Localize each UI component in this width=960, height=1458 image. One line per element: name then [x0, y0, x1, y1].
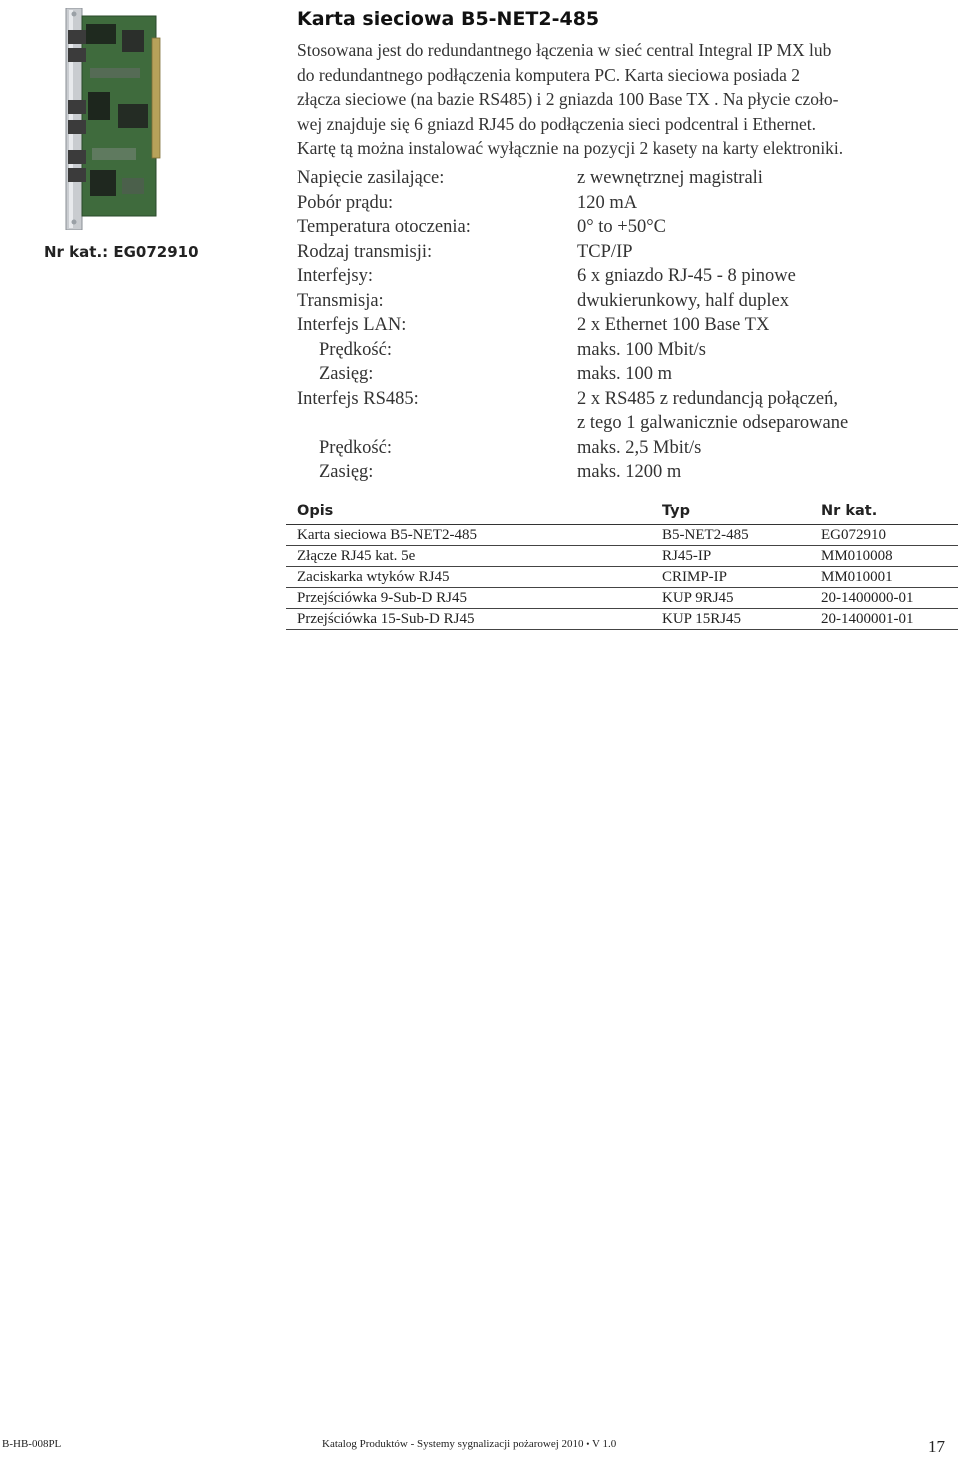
footer-catalog-title [322, 1438, 616, 1450]
column-header-description: Opis [286, 498, 651, 525]
spec-label: Temperatura otoczenia: [297, 217, 471, 237]
column-header-type: Typ [651, 498, 810, 525]
spec-label: Prędkość: [319, 339, 392, 360]
parts-table [286, 498, 958, 630]
spec-value: z tego 1 galwanicznie odseparowane [577, 413, 849, 433]
spec-label: Pobór prądu: [297, 192, 394, 213]
cell-catalog-number: MM010001 [810, 567, 958, 588]
cell-catalog-number: 20-1400000-01 [810, 588, 958, 609]
column-header-catalog-number: Nr kat. [810, 498, 958, 525]
cell-catalog-number: EG072910 [810, 525, 958, 546]
cell-description: Karta sieciowa B5-NET2-485 [286, 525, 651, 546]
cell-description: Przejściówka 9-Sub-D RJ45 [286, 588, 651, 609]
spec-label: Interfejsy: [297, 266, 374, 286]
cell-description: Złącze RJ45 kat. 5e [286, 546, 651, 567]
product-photo [60, 8, 164, 230]
table-header-row [286, 498, 958, 525]
page-number: 17 [928, 1437, 945, 1456]
spec-value: maks. 2,5 Mbit/s [577, 437, 702, 458]
footer-version: V 1.0 [591, 1438, 617, 1450]
catalog-number-label: Nr kat.: EG072910 [44, 243, 199, 261]
spec-value: maks. 100 m [577, 364, 673, 384]
footer-catalog-name: Katalog Produktów - Systemy sygnalizacji pożarowej 2010 [322, 1438, 584, 1450]
table-row [286, 525, 958, 546]
table-row [286, 567, 958, 588]
product-description [297, 38, 952, 161]
spec-label: Zasięg: [319, 364, 374, 384]
cell-type: KUP 9RJ45 [651, 588, 810, 609]
cell-type: RJ45-IP [651, 546, 810, 567]
description-line: wej znajduje się 6 gniazd RJ45 do podłączenia sieci podcentral i Ethernet. [297, 113, 816, 134]
description-line: Kartę tą można instalować wyłącznie na pozycji 2 kasety na karty elektroniki. [297, 138, 844, 158]
cell-catalog-number: MM010008 [810, 546, 958, 567]
table-row [286, 609, 958, 630]
spec-value: maks. 100 Mbit/s [577, 339, 706, 360]
network-card-illustration [60, 8, 164, 230]
spec-label: Rodzaj transmisji: [297, 241, 433, 262]
cell-description: Zaciskarka wtyków RJ45 [286, 567, 651, 588]
spec-label: Prędkość: [319, 437, 392, 458]
spec-value: 2 x RS485 z redundancją połączeń, [577, 388, 838, 409]
description-line: Stosowana jest do redundantnego łączenia w sieć central Integral IP MX lub [297, 40, 832, 60]
spec-value: dwukierunkowy, half duplex [577, 290, 790, 311]
cell-catalog-number: 20-1400001-01 [810, 609, 958, 630]
table-row [286, 588, 958, 609]
spec-label: Interfejs LAN: [297, 315, 407, 335]
description-line: do redundantnego podłączenia komputera PC. Karta sieciowa posiada 2 [297, 64, 800, 85]
bullet-icon: • [586, 1439, 590, 1449]
cell-type: B5-NET2-485 [651, 525, 810, 546]
footer-document-code: B-HB-008PL [2, 1438, 62, 1450]
spec-value: 2 x Ethernet 100 Base TX [577, 315, 770, 335]
spec-value: 0° to +50°C [577, 217, 666, 237]
spec-label: Zasięg: [319, 462, 374, 482]
table-row [286, 546, 958, 567]
description-line: złącza sieciowe (na bazie RS485) i 2 gniazda 100 Base TX . Na płycie czoło- [297, 89, 839, 109]
cell-description: Przejściówka 15-Sub-D RJ45 [286, 609, 651, 630]
spec-label: Napięcie zasilające: [297, 168, 445, 188]
spec-value: maks. 1200 m [577, 462, 682, 482]
cell-type: CRIMP-IP [651, 567, 810, 588]
spec-label: Transmisja: [297, 290, 384, 311]
spec-value: TCP/IP [577, 241, 633, 262]
page-title: Karta sieciowa B5-NET2-485 [297, 8, 600, 30]
cell-type: KUP 15RJ45 [651, 609, 810, 630]
spec-label: Interfejs RS485: [297, 388, 419, 409]
spec-value: 120 mA [577, 192, 638, 213]
spec-value: 6 x gniazdo RJ-45 - 8 pinowe [577, 266, 796, 286]
spec-value: z wewnętrznej magistrali [577, 168, 763, 188]
